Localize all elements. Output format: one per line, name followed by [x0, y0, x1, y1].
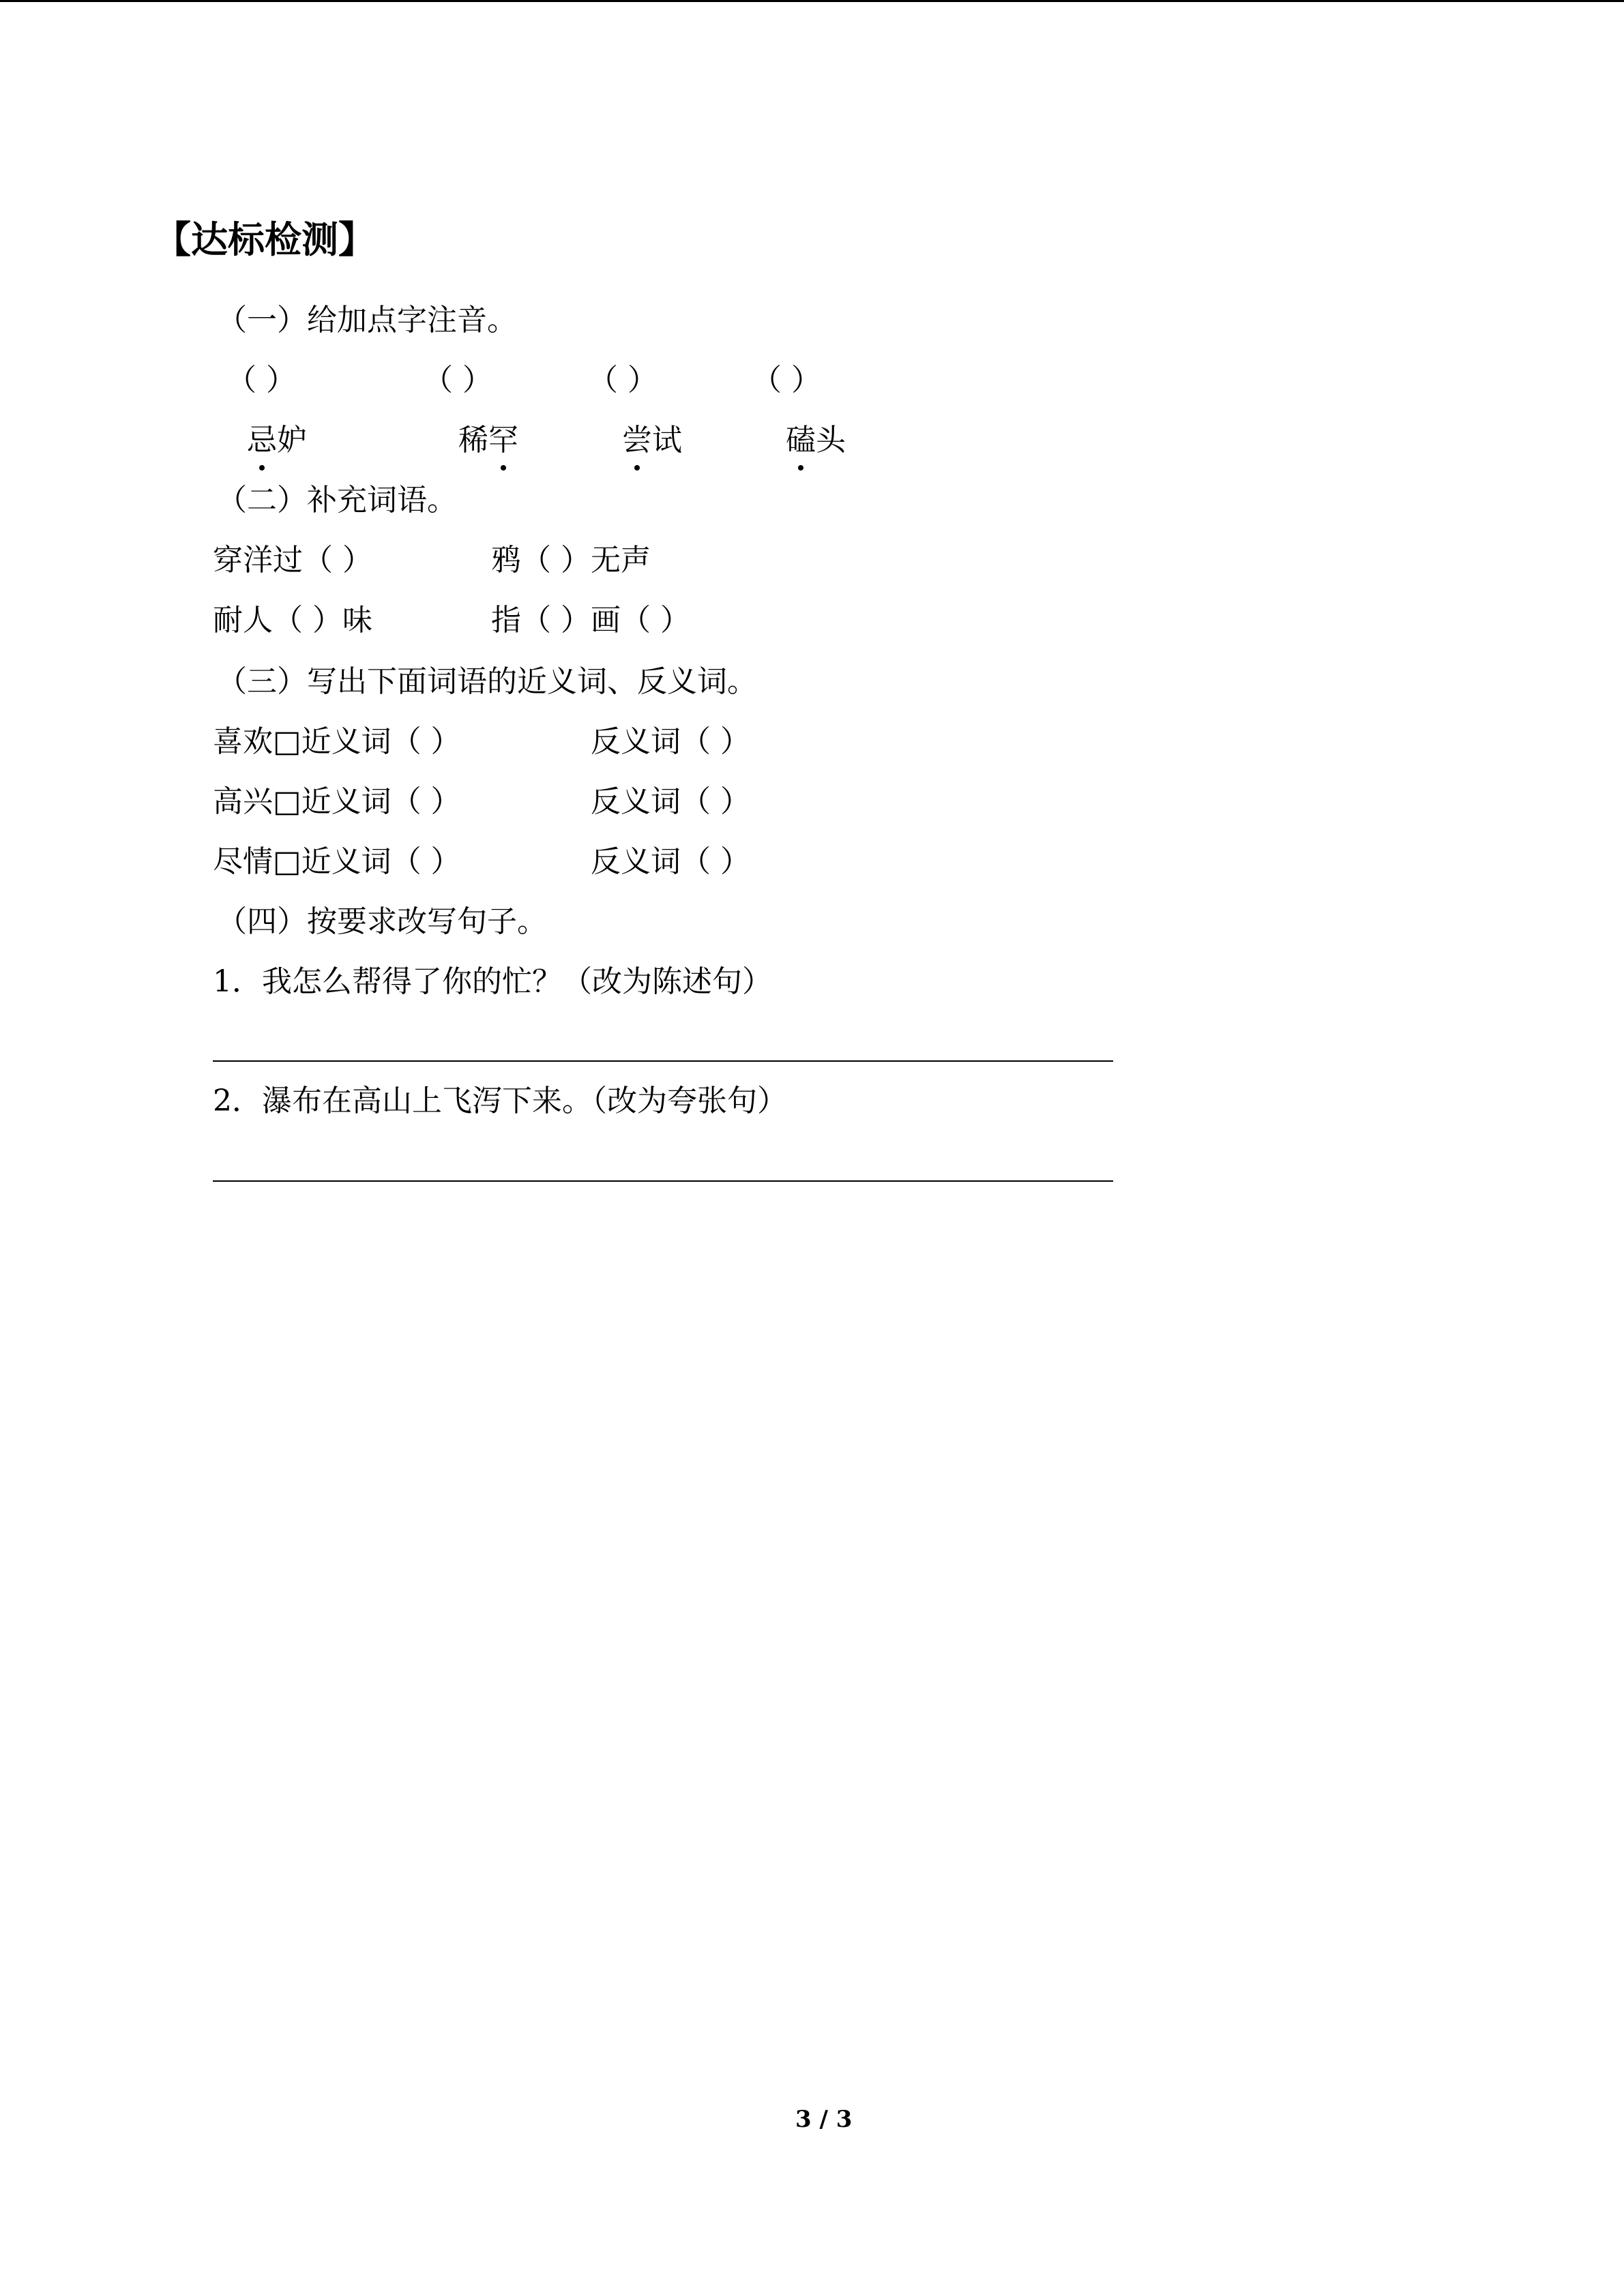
pinyin-blank-1: （ ）: [226, 363, 296, 398]
q4-item-2: 2．瀑布在高山上飞泻下来。（改为夸张句）: [213, 1084, 787, 1118]
dotted-word-4: 磕 头: [786, 420, 846, 461]
q3-row-1-synonym: 喜欢□近义词（ ）: [213, 724, 461, 759]
q3-row-1-antonym: 反义词（ ）: [591, 724, 750, 759]
q2-item-1: 穿洋过（ ）: [213, 543, 372, 578]
q2-item-4: 指（ ）画（ ）: [491, 603, 690, 638]
answer-line-1: [213, 1060, 1113, 1062]
dotted-word-3: 尝 试: [622, 420, 682, 461]
q3-heading: （三）写出下面词语的近义词、反义词。: [217, 664, 757, 699]
pinyin-blank-4: （ ）: [752, 363, 821, 398]
q4-item-1: 1．我怎么帮得了你的忙？（改为陈述句）: [213, 964, 772, 999]
emphasis-dot: [501, 465, 506, 471]
q3-row-3-antonym: 反义词（ ）: [591, 844, 750, 879]
q2-heading: （二）补充词语。: [217, 483, 457, 518]
dotted-char: 磕: [786, 420, 816, 461]
q3-row-2-antonym: 反义词（ ）: [591, 784, 750, 819]
q3-row-3-synonym: 尽情□近义词（ ）: [213, 844, 461, 879]
answer-line-2: [213, 1180, 1113, 1182]
page-top-border: [0, 0, 1624, 2]
section-title: 【达标检测】: [154, 218, 375, 261]
emphasis-dot: [798, 465, 803, 471]
q3-row-2-synonym: 高兴□近义词（ ）: [213, 784, 461, 819]
q4-heading: （四）按要求改写句子。: [217, 904, 547, 939]
page-number: 3 / 3: [795, 2106, 853, 2133]
q2-item-2: 鸦（ ）无声: [491, 543, 651, 578]
dotted-word-2: 稀罕: [458, 420, 518, 461]
dotted-char: 忌: [247, 420, 277, 461]
emphasis-dot: [259, 465, 265, 471]
emphasis-dot: [634, 465, 640, 471]
pinyin-blank-3: （ ）: [588, 363, 658, 398]
dotted-char: 尝: [622, 420, 652, 461]
q1-heading: （一）给加点字注音。: [217, 303, 517, 338]
pinyin-blank-2: （ ）: [423, 363, 492, 398]
q2-item-3: 耐人（ ）味: [213, 603, 372, 638]
dotted-char: 罕: [488, 420, 518, 461]
dotted-word-1: 忌 妒: [247, 420, 307, 461]
